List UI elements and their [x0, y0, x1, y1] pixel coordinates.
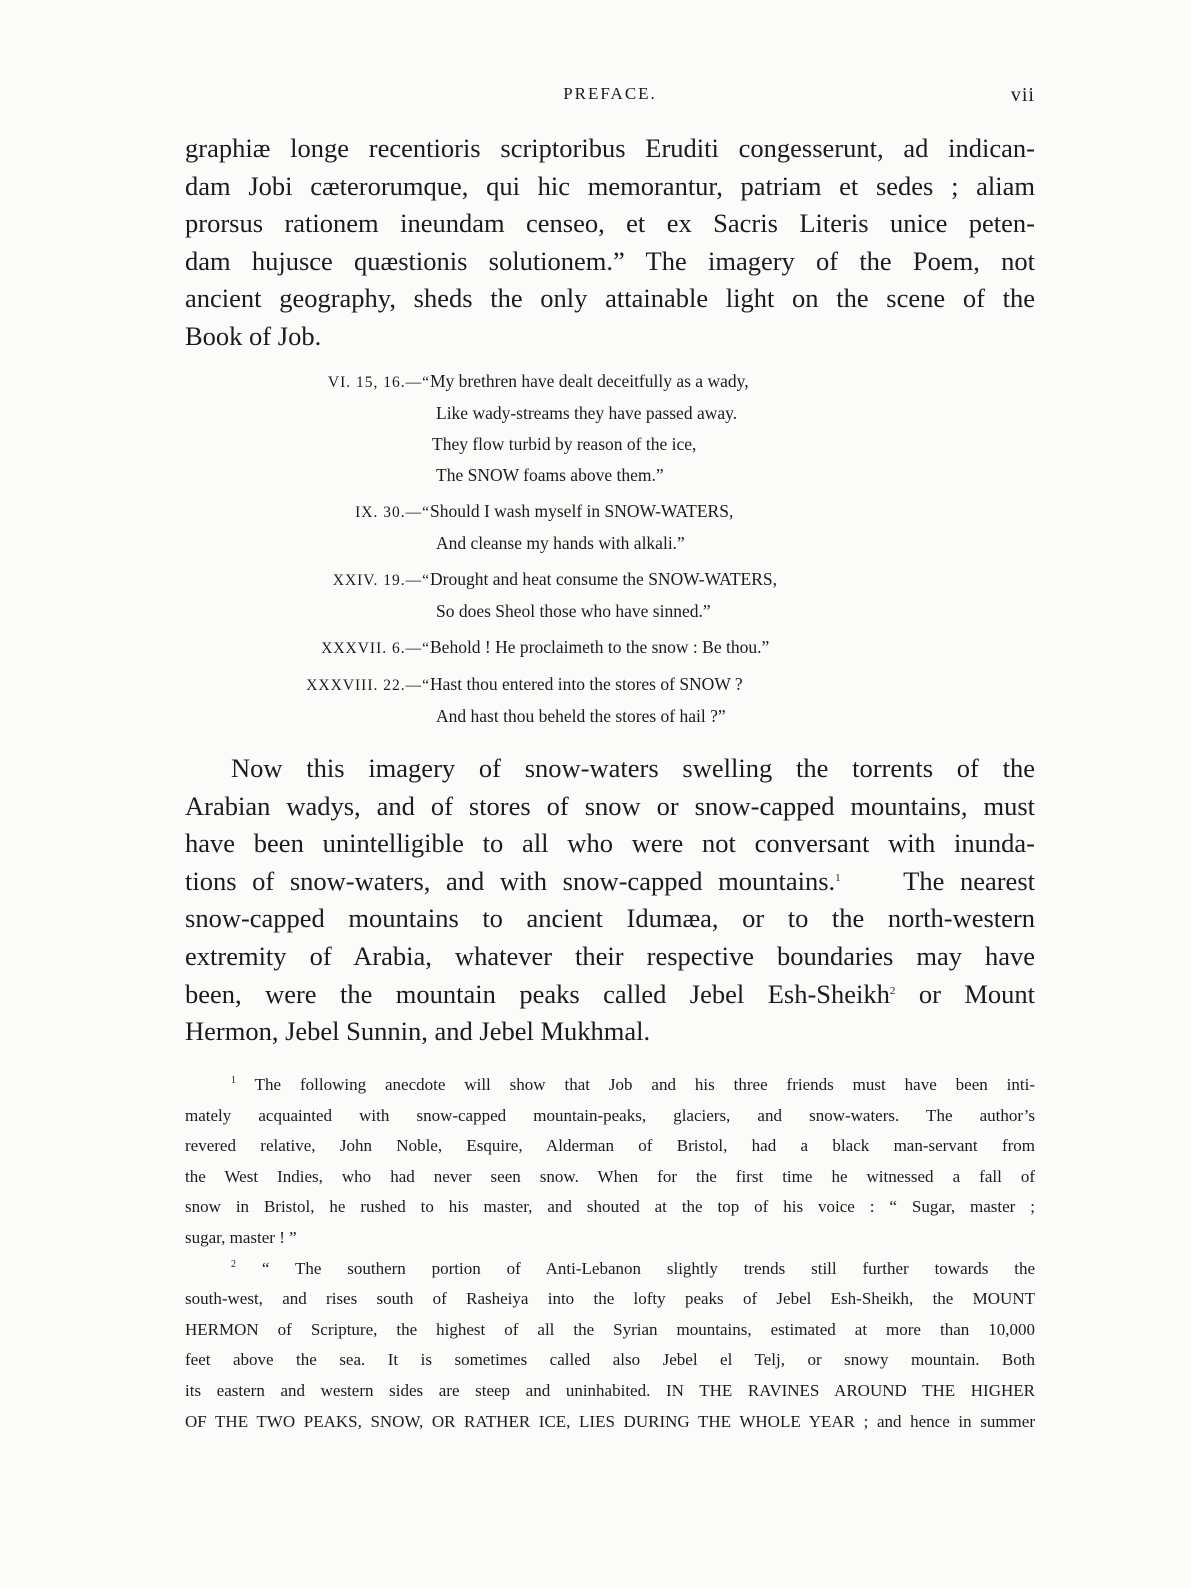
quotation-block [230, 496, 990, 559]
quote-line: Behold ! He proclaimeth to the snow : Be thou.” [430, 637, 770, 657]
text-line: graphiæ longe recentioris scriptoribus Eruditi congesserunt, ad indican- [185, 133, 1035, 163]
footnote-number: 1 [231, 1075, 236, 1086]
quotation-block [230, 669, 990, 732]
footnote [185, 1070, 1035, 1254]
footnote-line: the West Indies, who had never seen snow. When for the first time he witnessed a fall of [185, 1166, 1035, 1186]
running-title: PREFACE. [563, 84, 657, 103]
quotation-block [230, 632, 990, 664]
quote-line: They flow turbid by reason of the ice, [432, 434, 697, 454]
footnote-line [185, 1070, 1035, 1101]
quote-line: Hast thou entered into the stores of SNOW ? [430, 674, 743, 694]
quote-line: So does Sheol those who have sinned.” [436, 601, 711, 621]
quote-line: Drought and heat consume the SNOW-WATERS, [430, 569, 778, 589]
scripture-quotations [230, 366, 990, 737]
footnote-line [185, 1254, 1035, 1285]
page-number: vii [1010, 84, 1035, 106]
footnote [185, 1254, 1035, 1438]
footnote-line: HERMON of Scripture, the highest of all the Syrian mountains, estimated at more than 10,000 [185, 1319, 1035, 1339]
text-line [185, 976, 1035, 1014]
text-line: extremity of Arabia, whatever their respective boundaries may have [185, 940, 1035, 971]
footnote-marker: 1 [835, 871, 841, 884]
text-line: snow-capped mountains to ancient Idumæa, or to the north-western [185, 903, 1035, 934]
footnote-line: sugar, master ! ” [185, 1227, 297, 1247]
footnote-line: OF THE TWO PEAKS, SNOW, OR RATHER ICE, LIES DURING THE WHOLE YEAR ; and hence in summer [185, 1411, 1035, 1431]
footnote-line: south-west, and rises south of Rasheiya into the lofty peaks of Jebel Esh-Sheikh, the MOUNT [185, 1289, 1035, 1309]
quote-line: Like wady-streams they have passed away. [436, 403, 738, 423]
text-line: prorsus rationem ineundam censeo, et ex Sacris Literis unice peten- [185, 208, 1035, 239]
footnote-line: its eastern and western sides are steep and uninhabited. IN THE RAVINES AROUND THE HIGHER [185, 1380, 1035, 1400]
text-line: ancient geography, sheds the only attainable light on the scene of the [185, 283, 1035, 314]
footnote-line: feet above the sea. It is sometimes called also Jebel el Telj, or snowy mountain. Both [185, 1350, 1035, 1370]
footnotes [185, 1070, 1035, 1437]
text-line: dam Jobi cæterorumque, qui hic memorantur, patriam et sedes ; aliam [185, 170, 1035, 201]
text-line [185, 863, 1035, 901]
text-line: Arabian wadys, and of stores of snow or snow-capped mountains, must [185, 790, 1035, 821]
body-paragraph [185, 750, 1035, 1051]
quotation-block [230, 366, 990, 491]
text-line: dam hujusce quæstionis solutionem.” The imagery of the Poem, not [185, 245, 1035, 276]
quote-line: The SNOW foams above them.” [436, 465, 664, 485]
footnote-line: snow in Bristol, he rushed to his master, and shouted at the top of his voice : “ Sugar, master ; [185, 1197, 1035, 1217]
running-head [185, 84, 1035, 112]
text-fragment: been, were the mountain peaks called Jebel Esh-Sheikh [185, 978, 890, 1009]
text-fragment: or Mount [918, 978, 1036, 1009]
footnote-line: mately acquainted with snow-capped mountain-peaks, glaciers, and snow-waters. The author’s [185, 1105, 1035, 1125]
quote-line: And cleanse my hands with alkali.” [436, 533, 685, 553]
verse-reference: VI. 15, 16.—“ [327, 374, 430, 391]
verse-reference: IX. 30.—“ [355, 504, 430, 521]
footnote-marker: 2 [889, 984, 896, 997]
verse-reference: XXXVIII. 22.—“ [306, 677, 430, 694]
text-fragment: tions of snow-waters, and with snow-capped mountains. [185, 865, 836, 896]
text-line: Now this imagery of snow-waters swelling the torrents of the [231, 753, 1035, 783]
quotation-block [230, 564, 990, 627]
verse-reference: XXXVII. 6.—“ [321, 640, 430, 657]
text-fragment: The nearest [903, 865, 1035, 896]
text-line: Hermon, Jebel Sunnin, and Jebel Mukhmal. [185, 1016, 651, 1047]
text-fragment: “ The southern portion of Anti-Lebanon slightly trends still further towards the [261, 1258, 1036, 1278]
paragraph-continued [185, 130, 1035, 356]
text-fragment: The following anecdote will show that Job and his three friends must have been inti- [254, 1075, 1036, 1094]
text-line: have been unintelligible to all who were not conversant with inunda- [185, 828, 1035, 859]
quote-line: My brethren have dealt deceitfully as a wady, [430, 371, 749, 391]
verse-reference: XXIV. 19.—“ [332, 572, 430, 589]
text-line: Book of Job. [185, 320, 322, 351]
footnote-line: revered relative, John Noble, Esquire, Alderman of Bristol, had a black man-servant from [185, 1136, 1035, 1156]
quote-line: And hast thou beheld the stores of hail ?” [436, 706, 726, 726]
footnote-number: 2 [231, 1258, 236, 1270]
quote-line: Should I wash myself in SNOW-WATERS, [430, 501, 734, 521]
